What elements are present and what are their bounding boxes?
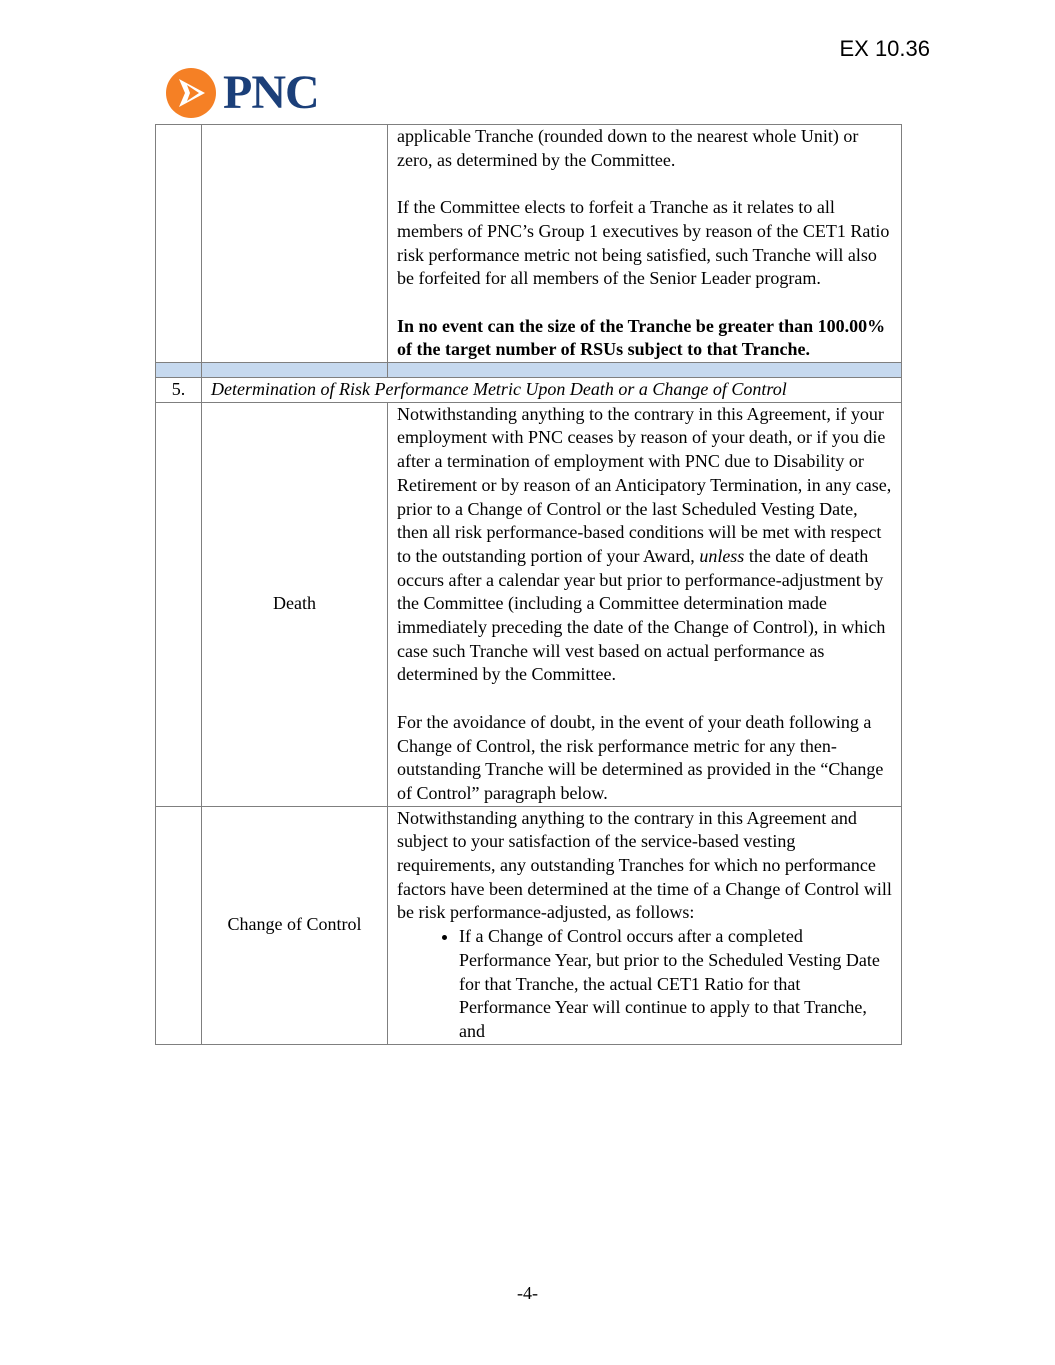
- change-of-control-label: Change of Control: [202, 806, 388, 1044]
- death-label: Death: [202, 402, 388, 806]
- change-of-control-content: [388, 806, 902, 1044]
- cell-number: [156, 806, 202, 1044]
- pnc-logo-icon: [165, 67, 217, 119]
- page-number: -4-: [517, 1283, 538, 1303]
- continuation-paragraph-2: If the Committee elects to forfeit a Tranche as it relates to all members of PNC’s Group 1 executives by reason of the CET1 Ratio risk performance metric not being satisfied, such Tranche will also be forfeited for all members of the Senior Leader program.: [397, 197, 890, 289]
- cell-number: [156, 125, 202, 363]
- change-of-control-paragraph-1: Notwithstanding anything to the contrary in this Agreement and subject to your satisfaction of the service-based vesting requirements, any outstanding Tranches for which no performance factors have been determined at the time of a Change of Control will be risk performance-adjusted, as follows:: [397, 807, 892, 923]
- list-item: • If a Change of Control occurs after a completed Performance Year, but prior to the Scheduled Vesting Date for that Tranche, the actual CET1 Ratio for that Performance Year will continue to apply to that Tranche, and: [459, 925, 892, 1044]
- cell-label: [202, 125, 388, 363]
- section-number: 5.: [156, 378, 202, 403]
- change-of-control-list: [397, 925, 892, 1044]
- pnc-logo: [165, 66, 319, 120]
- table-row-section-heading: [156, 378, 902, 403]
- table-row-death: [156, 402, 902, 806]
- section-title: Determination of Risk Performance Metric Upon Death or a Change of Control: [202, 378, 902, 403]
- cell-content: [388, 125, 902, 363]
- exhibit-number: EX 10.36: [839, 36, 930, 61]
- table-row-divider: [156, 363, 902, 378]
- continuation-paragraph-3: In no event can the size of the Tranche be greater than 100.00% of the target number of RSUs subject to that Tranche.: [397, 315, 886, 360]
- cell-number: [156, 402, 202, 806]
- death-paragraph-2: For the avoidance of doubt, in the event of your death following a Change of Control, the risk performance metric for any then-outstanding Tranche will be determined as provided in the “Change of Control” paragraph below.: [397, 711, 884, 803]
- logo-wordmark: PNC: [223, 66, 319, 119]
- continuation-paragraph-1: applicable Tranche (rounded down to the nearest whole Unit) or zero, as determined by the Committee.: [397, 126, 859, 170]
- table-row-change-of-control: [156, 806, 902, 1044]
- terms-table: [155, 124, 902, 1045]
- death-content: [388, 402, 902, 806]
- death-paragraph-1: Notwithstanding anything to the contrary in this Agreement, if your employment with PNC ceases by reason of your death, or if you die after a termination of employment with PNC due to Disability or Retirement or by reason of an Anticipatory Termination, in any case, prior to a Change of Control or the last Scheduled Vesting Date, then all risk performance-based conditions will be met with respect to the outstanding portion of your Award, unless the date of death occurs after a calendar year but prior to performance-adjustment by the Committee (including a Committee determination made immediately preceding the date of the Change of Control), in which case such Tranche will vest based on actual performance as determined by the Committee.: [397, 403, 892, 685]
- table-row-continuation: [156, 125, 902, 363]
